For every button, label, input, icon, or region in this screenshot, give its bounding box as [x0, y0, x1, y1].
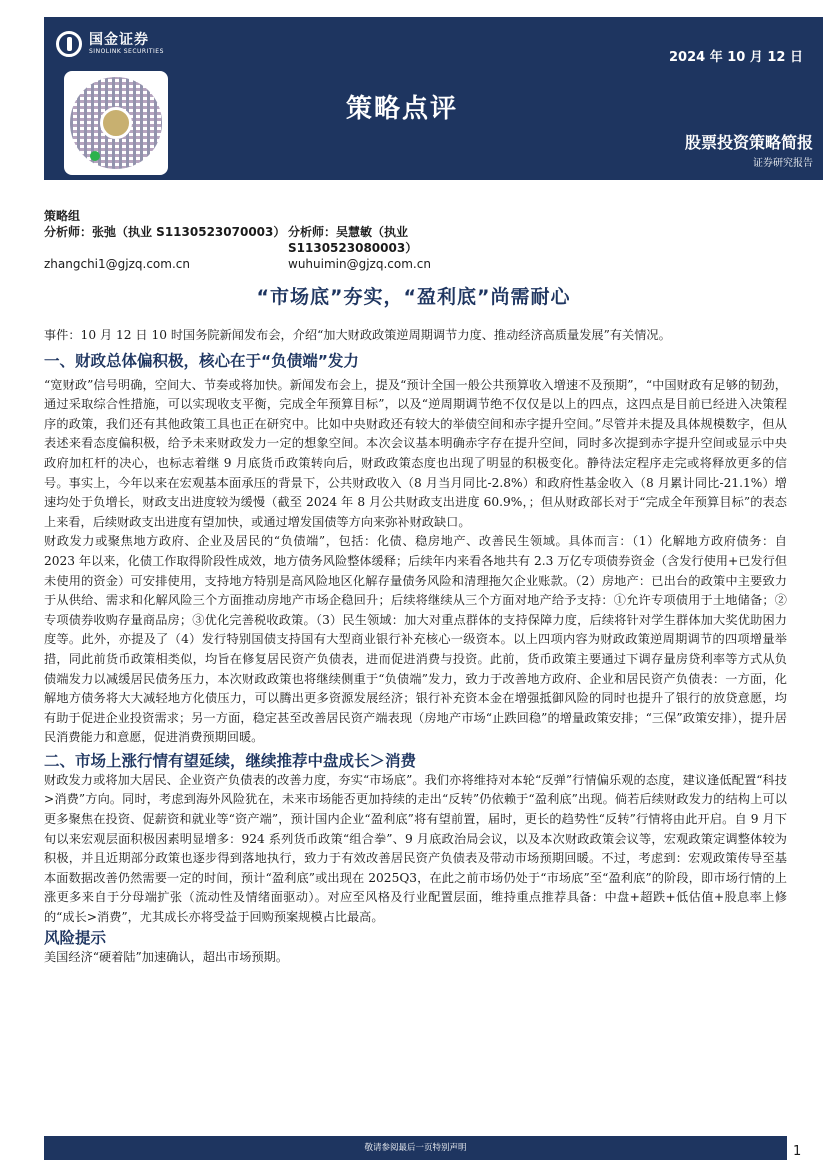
logo-icon: [56, 31, 82, 57]
report-body: [44, 326, 787, 967]
report-type: 策略点评: [346, 94, 459, 124]
qr-code-icon: [64, 71, 168, 175]
report-title: “市场底”夯实，“盈利底”尚需耐心: [256, 286, 571, 308]
team-name: 策略组: [44, 209, 81, 223]
analyst-email[interactable]: wuhuimin@gjzq.com.cn: [288, 257, 431, 271]
event-paragraph: 事件：10 月 12 日 10 时国务院新闻发布会，介绍“加大财政政策逆周期调节力度、推动经济高质量发展”有关情况。: [44, 328, 671, 342]
analyst-label: 分析师：张弛（执业 S1130523070003）: [44, 225, 286, 239]
page-number: 1: [793, 1144, 802, 1159]
body-paragraph: “宽财政”信号明确，空间大、节奏或将加快。新闻发布会上，提及“预计全国一般公共预算收入增速不及预期”，“中国财政有足够的韧劲，通过采取综合性措施，可以实现收支平衡，完成全年预算目标”，以及“逆周期调节绝不仅仅是以上的四点，这四点是目前已经进入决策程序的政策，我们还有其他政策工具也正在研究中。比如中央财政还有较大的举债空间和赤字提升空间。”尽管并未提及具体规模数字，但从表述来看态度偏积极，给予未来财政发力一定的想象空间。本次会议基本明确赤字存在提升空间，同时多次提到赤字提升空间或显示中央政府加杠杆的决心，也标志着继 9 月底货币政策转向后，财政政策态度也出现了明显的积极变化。静待法定程序走完或将释放更多的信号。事实上，今年以来在宏观基本面承压的背景下，公共财政收入（8 月当月同比-2.8%）和政府性基金收入（8 月累计同比-21.1%）增速均处于负增长，财政支出进度较为缓慢（截至 2024 年 8 月公共财政支出进度 60.9%，；但从财政部长对于“完成全年预算目标”的表态上来看，后续财政支出进度有望加快，或通过增发国债等方向来弥补财政缺口。: [44, 377, 787, 529]
brand-logo: [56, 31, 164, 57]
risk-paragraph: 美国经济“硬着陆”加速确认，超出市场预期。: [44, 949, 289, 964]
footer-disclaimer[interactable]: 敬请参阅最后一页特别声明: [364, 1143, 467, 1153]
analyst-block: [44, 208, 532, 272]
brand-name-en: SINOLINK SECURITIES: [89, 48, 164, 55]
report-date: 2024 年 10 月 12 日: [669, 50, 803, 65]
body-paragraph: 财政发力或将加大居民、企业资产负债表的改善力度，夯实“市场底”。我们亦将维持对本轮“反弹”行情偏乐观的态度，建议逢低配置“科技>消费”方向。同时，考虑到海外风险犹在，未来市场能否更加持续的走出“反转”仍依赖于“盈利底”出现。倘若后续财政发力的结构上可以更多聚焦在投资、促薪资和就业等“资产端”，预计国内企业“盈利底”将有望前置，届时，更长的趋势性“反转”行情将由此开启。自 9 月下旬以来宏观层面积极因素明显增多：924 系列货币政策“组合拳”、9 月底政治局会议，以及本次财政政策会议等，宏观政策定调整体较为积极，并且近期部分政策也逐步得到落地执行，致力于有效改善居民资产负债表及带动市场预期回暖。不过，考虑到：宏观政策传导至基本面数据改善仍然需要一定的时间，预计“盈利底”或出现在 2025Q3，在此之前市场仍处于“市场底”至“盈利底”的阶段，即市场行情的上涨更多来自于分母端扩张（流动性及情绪面驱动）。对应至风格及行业配置层面，维持重点推荐具备：中盘+超跌+低估值+股息率上修的“成长>消费”，尤其成长亦将受益于回购预案规模占比最高。: [44, 772, 787, 925]
footer-bar: [44, 1136, 787, 1160]
analyst-label: 分析师：吴慧敏（执业 S1130523080003）: [288, 225, 418, 255]
report-subtype: 股票投资策略简报: [684, 133, 813, 152]
report-kind: 证券研究报告: [753, 158, 813, 169]
section-heading: 二、市场上涨行情有望延续，继续推荐中盘成长＞消费: [44, 751, 417, 770]
body-paragraph: 财政发力或聚焦地方政府、企业及居民的“负债端”，包括：化债、稳房地产、改善民生领域。具体而言：（1）化解地方政府债务：自 2023 年以来，化债工作取得阶段性成效，地方债务风险整体缓释；后续年内来看各地共有 2.3 万亿专项债券资金（含发行使用+已发行但未使用的资金）可安排使用，支持地方特别是高风险地区化解存量债务风险和清理拖欠企业账款。（2）房地产：已出台的政策中主要致力于从供给、需求和化解风险三个方面推动房地产市场企稳回升；后续将继续从三个方面对地产给予支持：①允许专项债用于土地储备；②专项债券收购存量商品房；③优化完善税收政策。（3）民生领域：加大对重点群体的支持保障力度，后续将针对学生群体加大奖优助困力度等。此外，亦提及了（4）发行特别国债支持国有大型商业银行补充核心一级资本。以上四项内容为财政政策逆周期调节的四项增量举措，同此前货币政策相类似，均旨在修复居民资产负债表，进而促进消费与投资。此前，货币政策主要通过下调存量房贷利率等方式从负债端发力以减缓居民债务压力，本次财政政策也将继续侧重于“负债端”发力，致力于改善地方政府、企业和居民资产负债表：一方面，化解地方债务将大大减轻地方化债压力，可以腾出更多资源发展经济；银行补充资本金在增强抵御风险的同时也提升了银行的放贷意愿，均有助于促进企业投资需求；另一方面，稳定甚至改善居民资产端表现（房地产市场“止跌回稳”的增量政策安排；“三保”政策安排），提升居民消费能力和意愿，促进消费预期回暖。: [44, 534, 787, 745]
risk-heading: 风险提示: [44, 928, 107, 947]
section-heading: 一、财政总体偏积极，核心在于“负债端”发力: [44, 351, 359, 370]
analyst-email[interactable]: zhangchi1@gjzq.com.cn: [44, 257, 190, 271]
brand-name-cn: 国金证券: [89, 32, 149, 48]
report-header: [44, 17, 823, 180]
